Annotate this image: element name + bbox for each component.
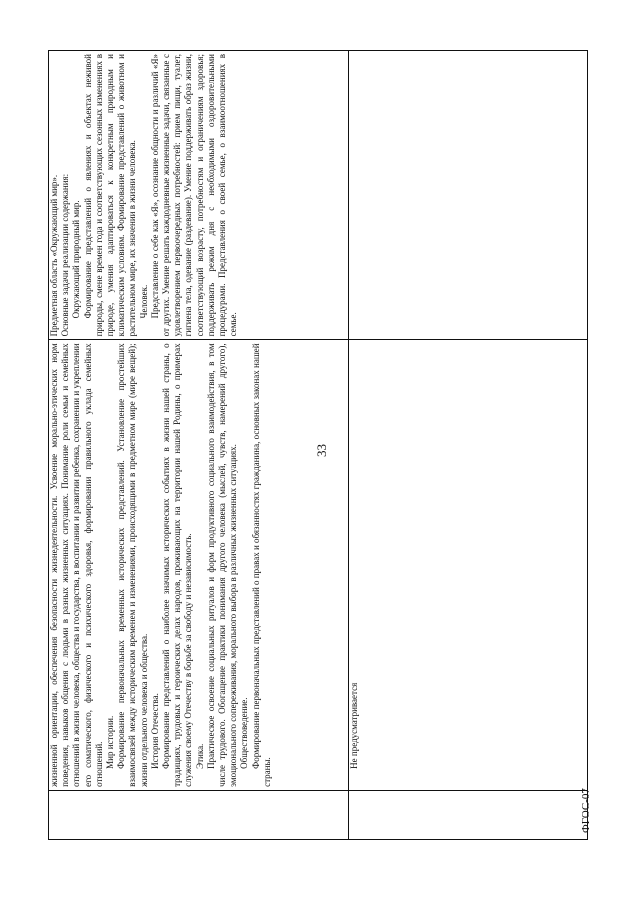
cell-text: Не предусматривается [349, 682, 359, 769]
paragraph: Формирование представлений о явлениях и объектах неживой природы, смене времен года и соответствующих сезонных изменениях в природе, умения адаптироваться к конкретным природным и климатическим условиям. Формирование представлений о животном и растительном мире, их значении в жизни человека. [82, 54, 138, 337]
page-number: 33 [314, 444, 329, 457]
paragraph: Практическое освоение социальных ритуалов и форм продуктивного социального взаимодействия, в том числе трудового. Обогащение практики понимания другого человека (мыслей, чувств, намерений другого), эмоционального сопереживания, морального выбора в различных жизненных ситуациях. [205, 343, 239, 787]
footer-code: ФГОС-07 [580, 788, 592, 833]
paragraph: Представление о себе как «Я», осознание общности и различий «Я» от других. Умение решать каждодневные жизненные задачи, связанные с удовлетворением первоочередных потребностей: прием пищи, туалет, гигиена тела, одевание (раздевание). Умение поддерживать образ жизни, соответствующий возрасту, потребностям и ограничениям здоровья; поддерживать режим дня с необходимыми оздоровительными процедурами. Представления о своей семье, о взаимоотношениях в семье. [149, 54, 239, 337]
paragraph: жизненной ориентации, обеспечения безопасности жизнедеятельности. Усвоение морально-этических норм поведения, навыков общения с людьми в разных жизненных ситуациях. Понимание роли семьи и семейных отношений в жизни человека, общества и государства, в воспитании и развитии ребенка, сохранении и укреплении его соматического, физического и психического здоровья, формировании правильного уклада семейных отношений. [49, 343, 104, 787]
paragraph: Формирование первоначальных представлений о правах и обязанностях гражданина, основных законах нашей страны. [250, 343, 272, 787]
paragraph: Формирование первоначальных временных исторических представлений. Установление простейших взаимосвязей между историческим временем и изменениями, происходящими в предметном мире (мире вещей); жизни отдельного человека и общества. [116, 343, 149, 787]
table-cell-social-content [49, 340, 349, 790]
paragraph: История Отечества. [149, 693, 160, 769]
paragraph: Формирование представлений о наиболее значимых исторических событиях в жизни нашей страны, о традициях, трудовых и героических делах народов, проживающих на территории нашей Родины, о примерах служения своему Отечеству в борьбе за свободу и независимость. [161, 343, 194, 787]
table-row [349, 51, 588, 840]
paragraph: Предметная область «Окружающий мир». [49, 174, 59, 337]
table-cell-surrounding-world [49, 51, 349, 340]
paragraph: Мир истории. [105, 715, 116, 769]
paragraph: Этика. [194, 743, 205, 769]
content-table [48, 50, 588, 840]
table-row [49, 51, 349, 840]
table-cell-empty [49, 790, 349, 839]
table-cell-not-provided [349, 340, 588, 790]
table-cell-empty [349, 790, 588, 839]
paragraph: Человек. [138, 284, 149, 319]
paragraph: Обществоведение. [239, 697, 250, 769]
paragraph: Основные задачи реализации содержания: [60, 173, 71, 337]
rotated-page-content [48, 50, 588, 840]
paragraph: Окружающий природный мир. [71, 200, 82, 319]
table-cell-empty [349, 51, 588, 340]
